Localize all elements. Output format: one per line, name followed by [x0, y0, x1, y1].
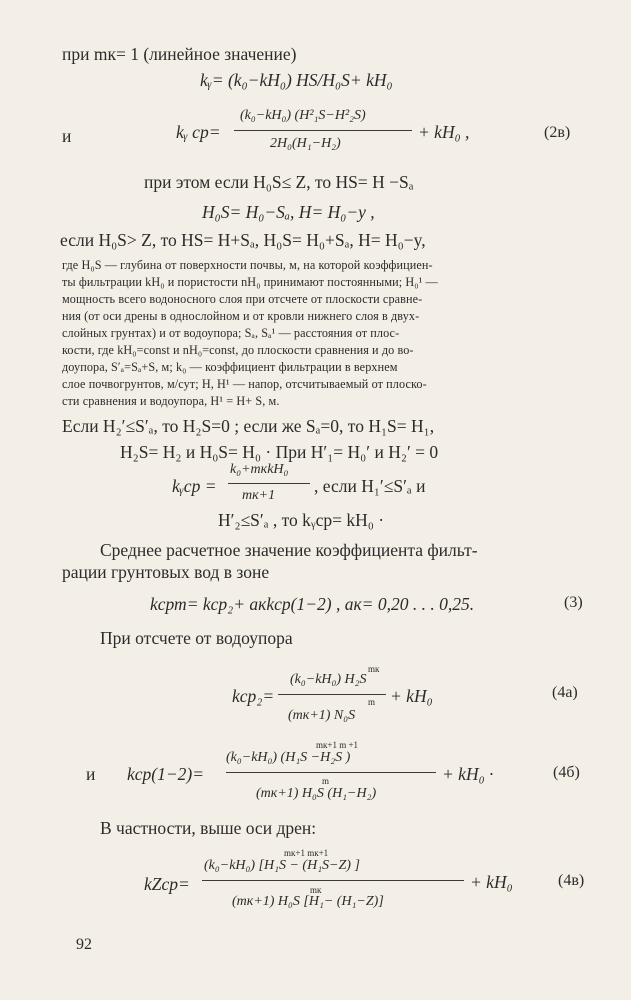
formula-line: kсрт= kср₂+ aкkср(1−2) , aк= 0,20 . . . 0,25. [150, 594, 475, 614]
fraction-numerator: (k₀−kH₀) (H₁S −H₂S ) [226, 750, 351, 765]
text-line: H′₂≤S′ₐ , то kᵧср= kH₀ · [218, 510, 385, 530]
fraction-numerator: (k₀−kH₀) (H²₁S−H²₂S) [240, 108, 366, 123]
fraction-denominator: (mк+1) N₀S [288, 708, 356, 723]
superscript: m [368, 697, 376, 707]
superscript: m [322, 776, 330, 786]
formula-lhs: kᵧср = [172, 476, 217, 496]
paragraph-line: сти сравнения и водоупора, H¹ = H+ S, м. [62, 394, 280, 408]
equation-number: (4в) [558, 872, 585, 889]
superscript: mк [310, 885, 322, 895]
page-number: 92 [76, 936, 92, 953]
text-line: Среднее расчетное значение коэффициента фильт- [100, 540, 478, 560]
fraction-bar [278, 694, 386, 695]
text-line: при этом если H₀S≤ Z, то HS= H −Sₐ [144, 172, 414, 192]
formula-lhs: kΖср= [144, 874, 190, 894]
formula-rhs: + kH₀ [390, 686, 433, 706]
formula-line: kᵧ= (k₀−kH₀) HS/H₀S+ kH₀ [200, 70, 393, 90]
text-line: если H₀S> Z, то HS= H+Sₐ, H₀S= H₀+Sₐ, H= H₀−y, [60, 230, 426, 250]
paragraph-line: ты фильтрации kH₀ и пористости nH₀ принимают постоянными; H₀¹ — [62, 275, 438, 289]
formula-rhs: + kH₀ , [418, 122, 470, 142]
fraction-numerator: k₀+mкkH₀ [230, 462, 289, 477]
fraction-numerator: (k₀−kH₀) H₂S [290, 672, 367, 687]
formula-lhs: kᵧ ср= [176, 122, 221, 142]
fraction-bar [226, 772, 436, 773]
paragraph-line: слойных грунтах) и от водоупора; Sₐ, Sₐ¹ — расстояния от плос- [62, 326, 400, 340]
formula-rhs: + kH₀ [470, 872, 513, 892]
text-line: и [62, 126, 72, 146]
superscript: mк+1 mк+1 [284, 848, 329, 858]
text-line: при mк= 1 (линейное значение) [62, 44, 297, 64]
fraction-denominator: (mк+1) H₀S (H₁−H₂) [256, 786, 377, 801]
fraction-numerator: (k₀−kH₀) [H₁S − (H₁S−Z) ] [204, 858, 360, 873]
fraction-bar [228, 483, 310, 484]
superscript: mк [368, 664, 380, 674]
paragraph-line: доупора, S′ₐ=Sₐ+S, м; k₀ — коэффициент фильтрации в верхнем [62, 360, 398, 374]
text-line: и [86, 764, 96, 784]
text-line: Если H₂′≤S′ₐ, то H₂S=0 ; если же Sₐ=0, то H₁S= H₁, [62, 416, 435, 436]
fraction-bar [234, 130, 412, 131]
text-line: рации грунтовых вод в зоне [62, 562, 270, 582]
text-line: При отсчете от водоупора [100, 628, 293, 648]
text-line: В частности, выше оси дрен: [100, 818, 317, 838]
equation-number: (4б) [553, 764, 580, 781]
formula-line: H₀S= H₀−Sₐ, H= H₀−y , [202, 202, 375, 222]
equation-number: (3) [564, 594, 583, 611]
paragraph-line: мощность всего водоносного слоя при отсчете от плоскости сравне- [62, 292, 423, 306]
formula-rhs: + kH₀ · [442, 764, 494, 784]
paragraph-line: слое почвогрунтов, м/сут; H, H¹ — напор, отсчитываемый от плоско- [62, 377, 427, 391]
paragraph-line: ния (от оси дрены в однослойном и от кровли нижнего слоя в двух- [62, 309, 420, 323]
formula-lhs: kср₂= [232, 686, 275, 706]
text-line: , если H₁′≤S′ₐ и [314, 476, 426, 496]
equation-number: (2в) [544, 124, 571, 141]
fraction-bar [202, 880, 464, 881]
paragraph-line: где H₀S — глубина от поверхности почвы, м, на которой коэффициен- [62, 258, 433, 272]
equation-number: (4а) [552, 684, 578, 701]
paragraph-line: кости, где kH₀=const и nH₀=const, до плоскости сравнения и до во- [62, 343, 414, 357]
superscript: mк+1 m +1 [316, 740, 359, 750]
fraction-denominator: (mк+1) H₀S [H₁− (H₁−Z)] [232, 894, 384, 909]
text-line: H₂S= H₂ и H₀S= H₀ · При H′₁= H₀′ и H₂′ = 0 [120, 442, 439, 462]
fraction-denominator: 2H₀(H₁−H₂) [270, 136, 341, 151]
fraction-denominator: mк+1 [242, 488, 276, 503]
formula-lhs: kср(1−2)= [127, 764, 205, 784]
